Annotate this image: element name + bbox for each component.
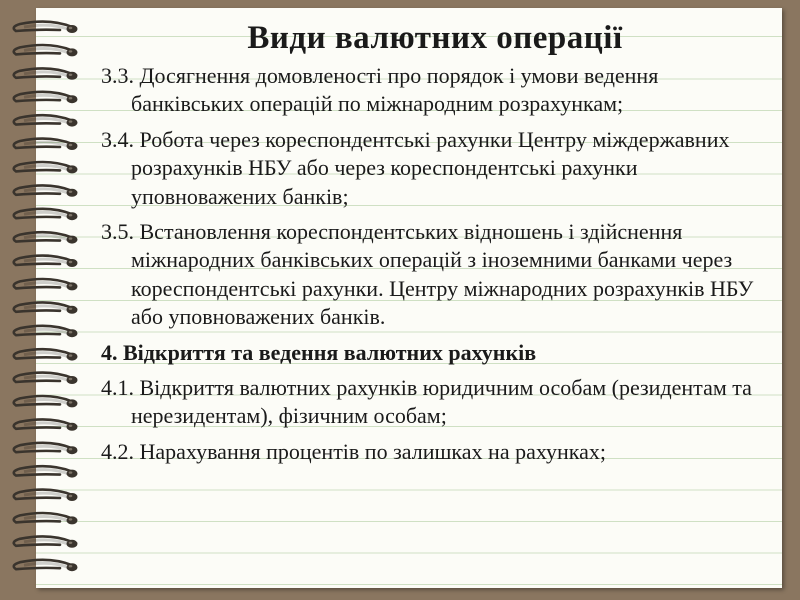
spiral-hole-highlight [69, 237, 73, 239]
spiral-hole-highlight [69, 354, 73, 356]
spiral-hole [67, 329, 78, 337]
spiral-hole-highlight [69, 471, 73, 473]
list-item: 3.3. Досягнення домовленості про порядок і умови ведення банківських операцій по міжнародним розрахункам; [101, 63, 659, 117]
spiral-hole [67, 446, 78, 454]
spiral-hole-highlight [69, 74, 73, 76]
list-item: 3.5. Встановлення кореспондентських відношень і здійснення міжнародних банківських операцій з іноземними банками через кореспондентські рахунки. Центру міжнародних розрахунків НБУ або уповноважених банків. [101, 219, 754, 330]
spiral-hole [67, 95, 78, 103]
list-item: 3.4. Робота через кореспондентські рахунки Центру міждержавних розрахунків НБУ або через кореспондентські рахунки уповноважених банків; [101, 126, 730, 209]
spiral-hole-highlight [69, 378, 73, 380]
spiral-hole [67, 306, 78, 314]
spiral-hole [67, 165, 78, 173]
spiral-hole [67, 376, 78, 384]
spiral-hole [67, 470, 78, 478]
spiral-hole [67, 282, 78, 290]
spiral-hole [67, 563, 78, 571]
spiral-hole [67, 236, 78, 244]
spiral-hole-highlight [69, 542, 73, 544]
spiral-hole [67, 189, 78, 197]
spiral-hole-highlight [69, 167, 73, 169]
spiral-hole-highlight [69, 308, 73, 310]
spiral-hole [67, 493, 78, 501]
spiral-hole-highlight [69, 401, 73, 403]
spiral-hole-highlight [69, 261, 73, 263]
spiral-hole [67, 540, 78, 548]
spiral-hole [67, 516, 78, 524]
spiral-hole-highlight [69, 518, 73, 520]
spiral-hole [67, 119, 78, 127]
spiral-hole-highlight [69, 144, 73, 146]
spiral-hole [67, 423, 78, 431]
list-item: 4.1. Відкриття валютних рахунків юридичним особам (резидентам та нерезидентам), фізичним особам; [101, 375, 752, 429]
spiral-hole-highlight [69, 120, 73, 122]
spiral-hole [67, 142, 78, 150]
slide-body [101, 62, 771, 473]
spiral-hole-highlight [69, 331, 73, 333]
spiral-hole-highlight [69, 565, 73, 567]
list-item: 4.2. Нарахування процентів по залишках на рахунках; [101, 438, 607, 464]
spiral-hole-highlight [69, 448, 73, 450]
spiral-hole [67, 353, 78, 361]
spiral-hole [67, 399, 78, 407]
spiral-hole-highlight [69, 284, 73, 286]
spiral-hole-highlight [69, 191, 73, 193]
spiral-hole [67, 259, 78, 267]
spiral-hole-highlight [69, 425, 73, 427]
spiral-hole-highlight [69, 97, 73, 99]
slide-title: Види валютних операції [247, 20, 623, 56]
spiral-hole [67, 212, 78, 220]
spiral-hole-highlight [69, 214, 73, 216]
spiral-binding-icon [0, 0, 90, 600]
spiral-hole [67, 72, 78, 80]
section-heading: 4. Відкриття та ведення валютних рахунків [101, 339, 537, 365]
spiral-hole-highlight [69, 495, 73, 497]
